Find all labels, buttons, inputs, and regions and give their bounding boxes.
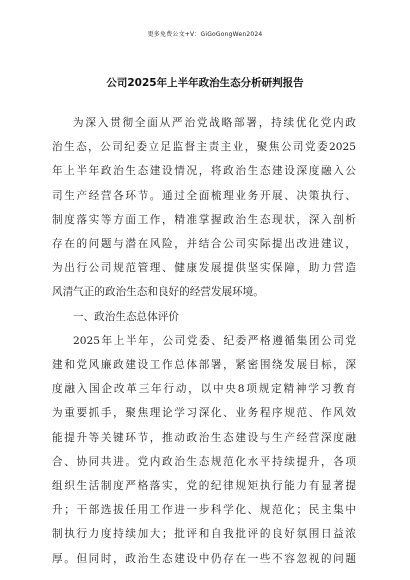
body-line: 升；干部选拔任用工作进一步科学化、规范化；民主集中 [52, 504, 356, 517]
body-line: 度融入国企改革三年行动，以中央8项规定精神学习教育 [52, 383, 356, 396]
body-line: 建和党风廉政建设工作总体部署，紧密围绕发展目标，深 [52, 359, 356, 372]
body-line: 制度落实等方面工作，精准掌握政治生态现状，深入剖析 [52, 213, 356, 226]
body-line: 年上半年政治生态建设情况，将政治生态建设深度融入公 [52, 165, 356, 178]
header-note: 更多免费公文+V：GiGoGongWen2024 [147, 31, 263, 38]
body-line: 厚。但同时，政治生态建设中仍存在一些不容忽视的问题 [52, 552, 356, 565]
document-title: 公司2025年上半年政治生态分析研判报告 [106, 77, 304, 89]
body-line: 为深入贯彻全面从严治党战略部署，持续优化党内政 [73, 117, 356, 129]
body-line: 合、协同共进。党内政治生态规范化水平持续提升，各项 [52, 455, 356, 468]
body-line: 制执行力度持续加大；批评和自我批评的良好氛围日益浓 [52, 528, 356, 541]
body-line: 能提升等关键环节，推动政治生态建设与生产经营深度融 [52, 431, 356, 444]
section-heading: 一、政治生态总体评价 [73, 310, 179, 323]
body-line: 司生产经营各环节。通过全面梳理业务开展、决策执行、 [52, 189, 356, 202]
body-line: 治生态，公司纪委立足监督主责主业，聚焦公司党委2025 [52, 141, 356, 154]
body-line: 风清气正的政治生态和良好的经营发展环境。 [52, 286, 264, 299]
body-line: 组织生活制度严格落实，党的纪律规矩执行能力有显著提 [52, 480, 356, 493]
body-line: 2025年上半年，公司党委、纪委严格遵循集团公司党 [73, 334, 356, 347]
document-body [52, 111, 356, 571]
body-line: 存在的问题与潜在风险，并结合公司实际提出改进建议， [52, 238, 356, 251]
body-line: 为出行公司规范管理、健康发展提供坚实保障，助力营造 [52, 262, 356, 275]
body-line: 为重要抓手，聚焦理论学习深化、业务程序规范、作风效 [52, 407, 356, 420]
